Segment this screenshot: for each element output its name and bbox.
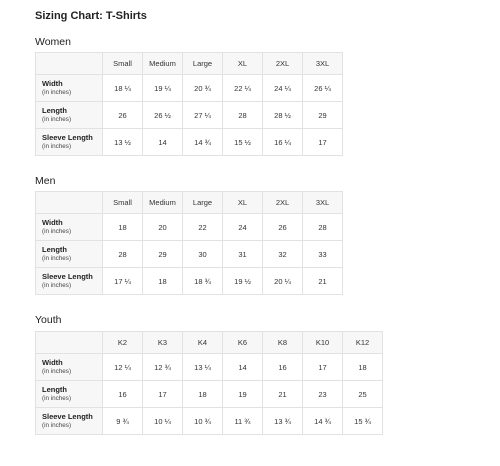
column-header: K3 bbox=[143, 332, 183, 354]
table-cell: 31 bbox=[223, 241, 263, 268]
row-label-name: Sleeve Length bbox=[42, 272, 93, 282]
table-cell: 16 bbox=[103, 381, 143, 408]
table-cell: 25 bbox=[343, 381, 383, 408]
row-label bbox=[36, 75, 103, 102]
table-cell: 18 ¼ bbox=[103, 75, 143, 102]
table-cell: 22 ¼ bbox=[223, 75, 263, 102]
section-title-women: Women bbox=[35, 36, 71, 48]
table-cell: 32 bbox=[263, 241, 303, 268]
table-cell: 33 bbox=[303, 241, 343, 268]
table-cell: 14 ¾ bbox=[303, 408, 343, 435]
row-label-unit: (in inches) bbox=[42, 227, 72, 235]
column-header: Small bbox=[103, 192, 143, 214]
row-label bbox=[36, 268, 103, 295]
row-label bbox=[36, 408, 103, 435]
column-header: 3XL bbox=[303, 53, 343, 75]
table-cell: 13 ¾ bbox=[263, 408, 303, 435]
column-header: 3XL bbox=[303, 192, 343, 214]
page-title: Sizing Chart: T-Shirts bbox=[35, 10, 147, 22]
row-label-name: Length bbox=[42, 106, 67, 116]
table-cell: 28 bbox=[303, 214, 343, 241]
table-cell: 14 ¾ bbox=[183, 129, 223, 156]
table-cell: 21 bbox=[263, 381, 303, 408]
table-cell: 17 bbox=[303, 129, 343, 156]
table-cell: 29 bbox=[143, 241, 183, 268]
table-header-row bbox=[36, 192, 343, 214]
column-header: Small bbox=[103, 53, 143, 75]
table-header-row bbox=[36, 332, 383, 354]
table-cell: 23 bbox=[303, 381, 343, 408]
column-header: Medium bbox=[143, 192, 183, 214]
table-cell: 17 ¼ bbox=[103, 268, 143, 295]
row-label-unit: (in inches) bbox=[42, 421, 72, 429]
table-cell: 28 ½ bbox=[263, 102, 303, 129]
column-header: Medium bbox=[143, 53, 183, 75]
row-label-unit: (in inches) bbox=[42, 115, 72, 123]
row-label-unit: (in inches) bbox=[42, 367, 72, 375]
row-label-name: Length bbox=[42, 245, 67, 255]
table-row bbox=[36, 268, 343, 295]
table-cell: 30 bbox=[183, 241, 223, 268]
row-label-name: Width bbox=[42, 358, 63, 368]
corner-cell bbox=[36, 53, 103, 75]
table-cell: 26 ½ bbox=[143, 102, 183, 129]
row-label bbox=[36, 241, 103, 268]
row-label-unit: (in inches) bbox=[42, 142, 72, 150]
column-header: K4 bbox=[183, 332, 223, 354]
column-header: Large bbox=[183, 192, 223, 214]
corner-cell bbox=[36, 192, 103, 214]
table-cell: 13 ¼ bbox=[183, 354, 223, 381]
table-cell: 22 bbox=[183, 214, 223, 241]
table-cell: 18 bbox=[143, 268, 183, 295]
row-label bbox=[36, 129, 103, 156]
table-row bbox=[36, 354, 383, 381]
table-cell: 9 ¾ bbox=[103, 408, 143, 435]
row-label-unit: (in inches) bbox=[42, 394, 72, 402]
column-header: K10 bbox=[303, 332, 343, 354]
column-header: K8 bbox=[263, 332, 303, 354]
table-cell: 17 bbox=[303, 354, 343, 381]
table-cell: 16 bbox=[263, 354, 303, 381]
table-cell: 19 bbox=[223, 381, 263, 408]
row-label-unit: (in inches) bbox=[42, 281, 72, 289]
column-header: 2XL bbox=[263, 192, 303, 214]
table-cell: 11 ¾ bbox=[223, 408, 263, 435]
row-label-name: Width bbox=[42, 218, 63, 228]
table-row bbox=[36, 102, 343, 129]
table-row bbox=[36, 214, 343, 241]
table-cell: 26 ¼ bbox=[303, 75, 343, 102]
table-cell: 16 ¼ bbox=[263, 129, 303, 156]
section-title-youth: Youth bbox=[35, 314, 62, 326]
table-cell: 12 ¾ bbox=[143, 354, 183, 381]
table-cell: 14 bbox=[143, 129, 183, 156]
men-size-table bbox=[35, 191, 343, 295]
table-cell: 18 bbox=[343, 354, 383, 381]
row-label-name: Sleeve Length bbox=[42, 133, 93, 143]
table-cell: 26 bbox=[263, 214, 303, 241]
table-cell: 18 ¾ bbox=[183, 268, 223, 295]
table-cell: 20 ¼ bbox=[263, 268, 303, 295]
table-row bbox=[36, 129, 343, 156]
row-label-name: Sleeve Length bbox=[42, 412, 93, 422]
table-cell: 21 bbox=[303, 268, 343, 295]
table-cell: 18 bbox=[103, 214, 143, 241]
column-header: K6 bbox=[223, 332, 263, 354]
table-cell: 12 ¼ bbox=[103, 354, 143, 381]
table-cell: 18 bbox=[183, 381, 223, 408]
table-cell: 10 ¾ bbox=[183, 408, 223, 435]
table-row bbox=[36, 241, 343, 268]
table-cell: 24 bbox=[223, 214, 263, 241]
table-row bbox=[36, 408, 383, 435]
table-cell: 15 ¾ bbox=[343, 408, 383, 435]
table-cell: 28 bbox=[103, 241, 143, 268]
table-cell: 15 ½ bbox=[223, 129, 263, 156]
table-cell: 14 bbox=[223, 354, 263, 381]
table-row bbox=[36, 75, 343, 102]
table-cell: 13 ½ bbox=[103, 129, 143, 156]
row-label-name: Length bbox=[42, 385, 67, 395]
table-cell: 19 ½ bbox=[223, 268, 263, 295]
table-row bbox=[36, 381, 383, 408]
table-header-row bbox=[36, 53, 343, 75]
table-cell: 19 ¼ bbox=[143, 75, 183, 102]
column-header: K12 bbox=[343, 332, 383, 354]
row-label-unit: (in inches) bbox=[42, 88, 72, 96]
table-cell: 26 bbox=[103, 102, 143, 129]
table-cell: 17 bbox=[143, 381, 183, 408]
youth-size-table bbox=[35, 331, 383, 435]
column-header: XL bbox=[223, 53, 263, 75]
row-label bbox=[36, 214, 103, 241]
column-header: XL bbox=[223, 192, 263, 214]
table-cell: 20 bbox=[143, 214, 183, 241]
row-label-name: Width bbox=[42, 79, 63, 89]
table-cell: 29 bbox=[303, 102, 343, 129]
row-label bbox=[36, 102, 103, 129]
table-cell: 28 bbox=[223, 102, 263, 129]
column-header: 2XL bbox=[263, 53, 303, 75]
row-label bbox=[36, 381, 103, 408]
column-header: Large bbox=[183, 53, 223, 75]
row-label-unit: (in inches) bbox=[42, 254, 72, 262]
column-header: K2 bbox=[103, 332, 143, 354]
table-cell: 24 ¼ bbox=[263, 75, 303, 102]
row-label bbox=[36, 354, 103, 381]
table-cell: 27 ¼ bbox=[183, 102, 223, 129]
table-cell: 10 ¼ bbox=[143, 408, 183, 435]
corner-cell bbox=[36, 332, 103, 354]
section-title-men: Men bbox=[35, 175, 56, 187]
women-size-table bbox=[35, 52, 343, 156]
table-cell: 20 ¾ bbox=[183, 75, 223, 102]
